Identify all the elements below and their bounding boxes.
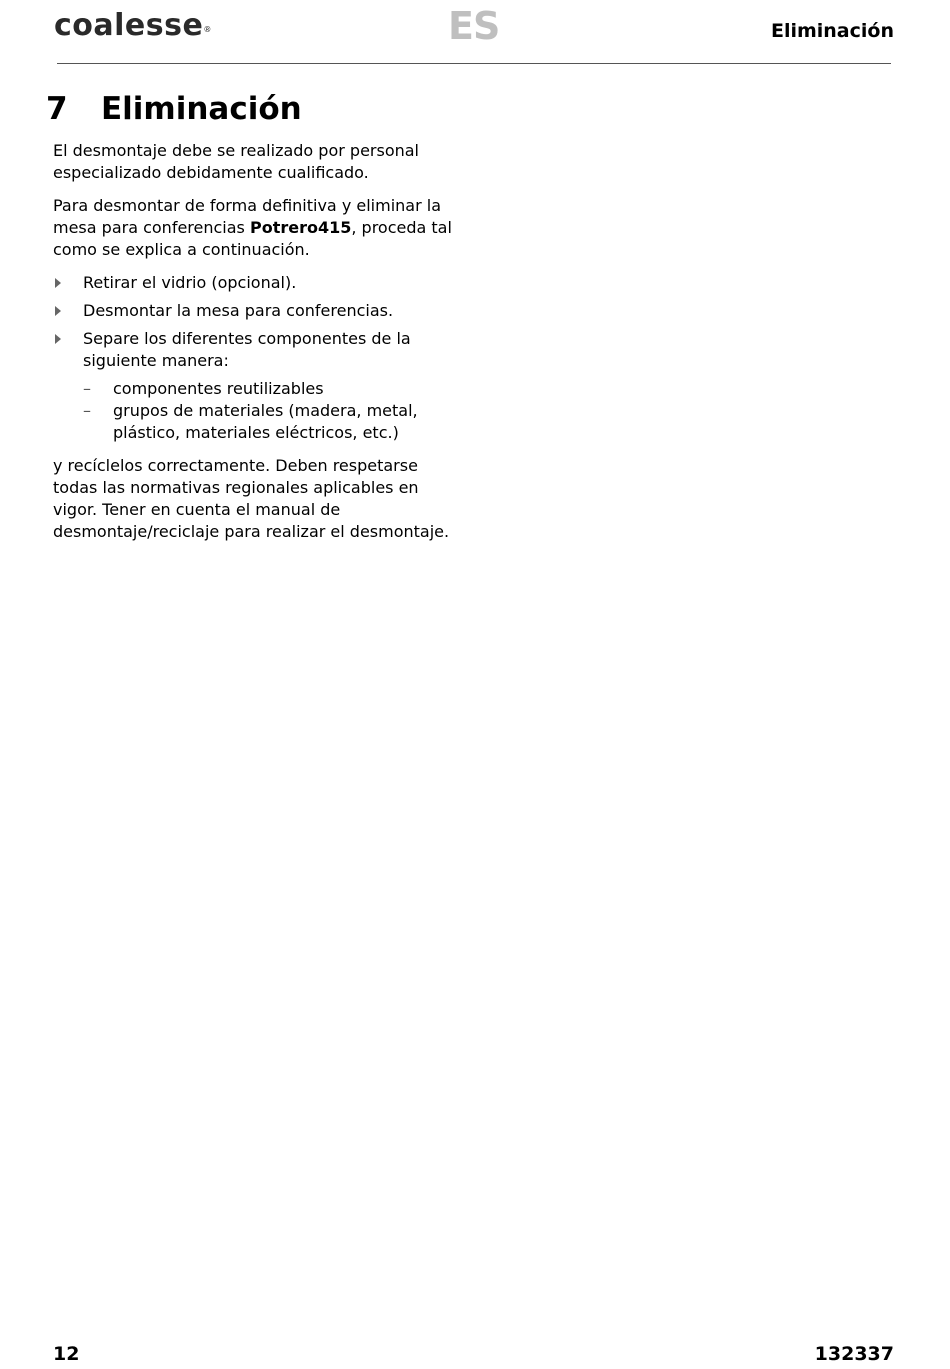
logo-text: coalesse <box>54 8 204 43</box>
instructions-paragraph <box>53 195 453 261</box>
sub-item <box>83 400 453 444</box>
triangle-bullet-icon <box>55 334 61 344</box>
document-number: 132337 <box>814 1343 894 1365</box>
triangle-bullet-icon <box>55 278 61 288</box>
step-text: Desmontar la mesa para conferencias. <box>83 301 394 320</box>
step-item <box>53 300 453 322</box>
dash-bullet-icon: – <box>83 379 91 398</box>
instructions-text-end: , proceda tal como se explica a continuación. <box>53 218 452 259</box>
chapter-heading <box>46 88 302 130</box>
triangle-bullet-icon <box>55 306 61 316</box>
brand-logo <box>54 8 212 44</box>
product-name: Potrero415 <box>249 218 352 237</box>
intro-paragraph: El desmontaje debe se realizado por personal especializado debidamente cualificado. <box>53 141 419 182</box>
page-number: 12 <box>53 1343 80 1365</box>
main-content <box>53 140 453 554</box>
sub-item <box>83 378 453 400</box>
language-code: ES <box>448 4 500 48</box>
chapter-title: Eliminación <box>101 91 302 127</box>
chapter-number: 7 <box>46 91 68 127</box>
dash-bullet-icon: – <box>83 401 91 420</box>
instructions-text-start: Para desmontar de forma definitiva y eliminar la mesa para conferencias <box>53 196 441 237</box>
closing-paragraph: y recíclelos correctamente. Deben respetarse todas las normativas regionales aplicables en vigor. Tener en cuenta el manual de desmontaje/reciclaje para realizar el desmontaje. <box>53 456 450 541</box>
sub-item-text: grupos de materiales (madera, metal, plástico, materiales eléctricos, etc.) <box>113 401 418 442</box>
step-list <box>53 272 453 444</box>
step-item <box>53 328 453 444</box>
header-divider <box>57 63 891 64</box>
step-text: Separe los diferentes componentes de la siguiente manera: <box>83 329 411 370</box>
registered-mark: ® <box>203 25 212 34</box>
sub-item-text: componentes reutilizables <box>113 379 324 398</box>
step-text: Retirar el vidrio (opcional). <box>83 273 297 292</box>
step-item <box>53 272 453 294</box>
sub-list <box>83 378 453 444</box>
header-section-title: Eliminación <box>770 20 894 42</box>
